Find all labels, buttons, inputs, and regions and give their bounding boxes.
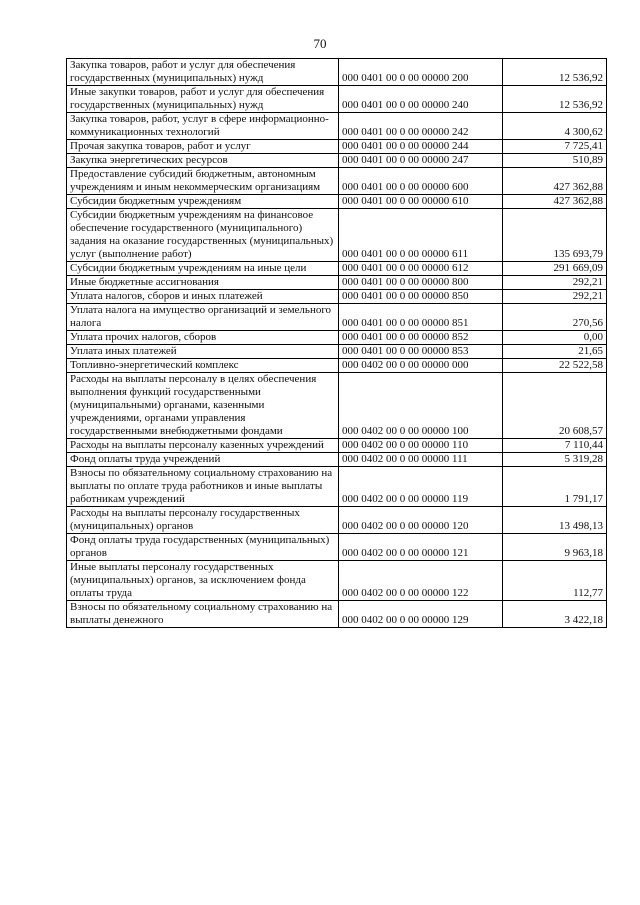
budget-table <box>66 58 607 628</box>
row-amount: 13 498,13 <box>503 507 607 534</box>
table-row <box>67 113 607 140</box>
table-row <box>67 276 607 290</box>
row-name: Иные бюджетные ассигнования <box>67 276 339 290</box>
row-code: 000 0402 00 0 00 00000 120 <box>339 507 503 534</box>
row-code: 000 0401 00 0 00 00000 244 <box>339 140 503 154</box>
table-row <box>67 507 607 534</box>
row-name: Прочая закупка товаров, работ и услуг <box>67 140 339 154</box>
table-row <box>67 453 607 467</box>
row-name: Закупка товаров, работ и услуг для обеспечения государственных (муниципальных) нужд <box>67 59 339 86</box>
row-code: 000 0402 00 0 00 00000 122 <box>339 561 503 601</box>
row-amount: 1 791,17 <box>503 467 607 507</box>
row-code: 000 0401 00 0 00 00000 611 <box>339 209 503 262</box>
row-amount: 22 522,58 <box>503 359 607 373</box>
row-amount: 112,77 <box>503 561 607 601</box>
row-name: Фонд оплаты труда государственных (муниципальных) органов <box>67 534 339 561</box>
row-amount: 291 669,09 <box>503 262 607 276</box>
table-row <box>67 467 607 507</box>
row-name: Иные закупки товаров, работ и услуг для обеспечения государственных (муниципальных) нужд <box>67 86 339 113</box>
row-amount: 7 725,41 <box>503 140 607 154</box>
row-amount: 20 608,57 <box>503 373 607 439</box>
row-name: Иные выплаты персоналу государственных (муниципальных) органов, за исключением фонда оплаты труда <box>67 561 339 601</box>
row-amount: 427 362,88 <box>503 195 607 209</box>
table-row <box>67 168 607 195</box>
row-name: Расходы на выплаты персоналу казенных учреждений <box>67 439 339 453</box>
row-name: Уплата налогов, сборов и иных платежей <box>67 290 339 304</box>
row-amount: 7 110,44 <box>503 439 607 453</box>
row-code: 000 0402 00 0 00 00000 100 <box>339 373 503 439</box>
row-amount: 292,21 <box>503 276 607 290</box>
row-amount: 4 300,62 <box>503 113 607 140</box>
row-code: 000 0402 00 0 00 00000 110 <box>339 439 503 453</box>
row-name: Субсидии бюджетным учреждениям <box>67 195 339 209</box>
row-code: 000 0401 00 0 00 00000 852 <box>339 331 503 345</box>
table-row <box>67 86 607 113</box>
row-amount: 9 963,18 <box>503 534 607 561</box>
page-number: 70 <box>313 36 327 51</box>
row-name: Предоставление субсидий бюджетным, автономным учреждениям и иным некоммерческим организациям <box>67 168 339 195</box>
row-code: 000 0401 00 0 00 00000 610 <box>339 195 503 209</box>
row-code: 000 0402 00 0 00 00000 119 <box>339 467 503 507</box>
row-name: Расходы на выплаты персоналу государственных (муниципальных) органов <box>67 507 339 534</box>
table-row <box>67 561 607 601</box>
row-code: 000 0401 00 0 00 00000 853 <box>339 345 503 359</box>
row-name: Расходы на выплаты персоналу в целях обеспечения выполнения функций государственными (муниципальными) органами, казенными учреждениями, органами управления государственными внебюджетными фондами <box>67 373 339 439</box>
table-row <box>67 439 607 453</box>
table-row <box>67 601 607 628</box>
row-code: 000 0401 00 0 00 00000 240 <box>339 86 503 113</box>
row-name: Субсидии бюджетным учреждениям на иные цели <box>67 262 339 276</box>
table-row <box>67 140 607 154</box>
row-name: Уплата иных платежей <box>67 345 339 359</box>
table-row <box>67 373 607 439</box>
table-row <box>67 59 607 86</box>
row-amount: 3 422,18 <box>503 601 607 628</box>
table-row <box>67 195 607 209</box>
row-name: Уплата налога на имущество организаций и земельного налога <box>67 304 339 331</box>
row-code: 000 0401 00 0 00 00000 600 <box>339 168 503 195</box>
table-row <box>67 331 607 345</box>
row-amount: 12 536,92 <box>503 86 607 113</box>
row-name: Закупка энергетических ресурсов <box>67 154 339 168</box>
row-code: 000 0401 00 0 00 00000 200 <box>339 59 503 86</box>
table-row <box>67 359 607 373</box>
row-code: 000 0402 00 0 00 00000 121 <box>339 534 503 561</box>
table-row <box>67 534 607 561</box>
row-amount: 5 319,28 <box>503 453 607 467</box>
row-amount: 135 693,79 <box>503 209 607 262</box>
row-name: Фонд оплаты труда учреждений <box>67 453 339 467</box>
row-amount: 0,00 <box>503 331 607 345</box>
table-row <box>67 304 607 331</box>
row-code: 000 0402 00 0 00 00000 000 <box>339 359 503 373</box>
row-code: 000 0402 00 0 00 00000 129 <box>339 601 503 628</box>
row-name: Субсидии бюджетным учреждениям на финансовое обеспечение государственного (муниципального) задания на оказание государственных (муниципальных) услуг (выполнение работ) <box>67 209 339 262</box>
row-name: Взносы по обязательному социальному страхованию на выплаты по оплате труда работников и иные выплаты работникам учреждений <box>67 467 339 507</box>
table-row <box>67 262 607 276</box>
row-code: 000 0401 00 0 00 00000 612 <box>339 262 503 276</box>
row-amount: 270,56 <box>503 304 607 331</box>
row-amount: 12 536,92 <box>503 59 607 86</box>
budget-table-body <box>67 59 607 628</box>
table-row <box>67 345 607 359</box>
row-code: 000 0401 00 0 00 00000 850 <box>339 290 503 304</box>
table-row <box>67 209 607 262</box>
table-row <box>67 290 607 304</box>
row-amount: 510,89 <box>503 154 607 168</box>
row-code: 000 0401 00 0 00 00000 800 <box>339 276 503 290</box>
row-name: Топливно-энергетический комплекс <box>67 359 339 373</box>
row-amount: 427 362,88 <box>503 168 607 195</box>
table-row <box>67 154 607 168</box>
row-code: 000 0401 00 0 00 00000 247 <box>339 154 503 168</box>
row-name: Закупка товаров, работ, услуг в сфере информационно-коммуникационных технологий <box>67 113 339 140</box>
row-amount: 292,21 <box>503 290 607 304</box>
row-amount: 21,65 <box>503 345 607 359</box>
row-code: 000 0402 00 0 00 00000 111 <box>339 453 503 467</box>
row-name: Взносы по обязательному социальному страхованию на выплаты денежного <box>67 601 339 628</box>
row-code: 000 0401 00 0 00 00000 242 <box>339 113 503 140</box>
row-name: Уплата прочих налогов, сборов <box>67 331 339 345</box>
row-code: 000 0401 00 0 00 00000 851 <box>339 304 503 331</box>
